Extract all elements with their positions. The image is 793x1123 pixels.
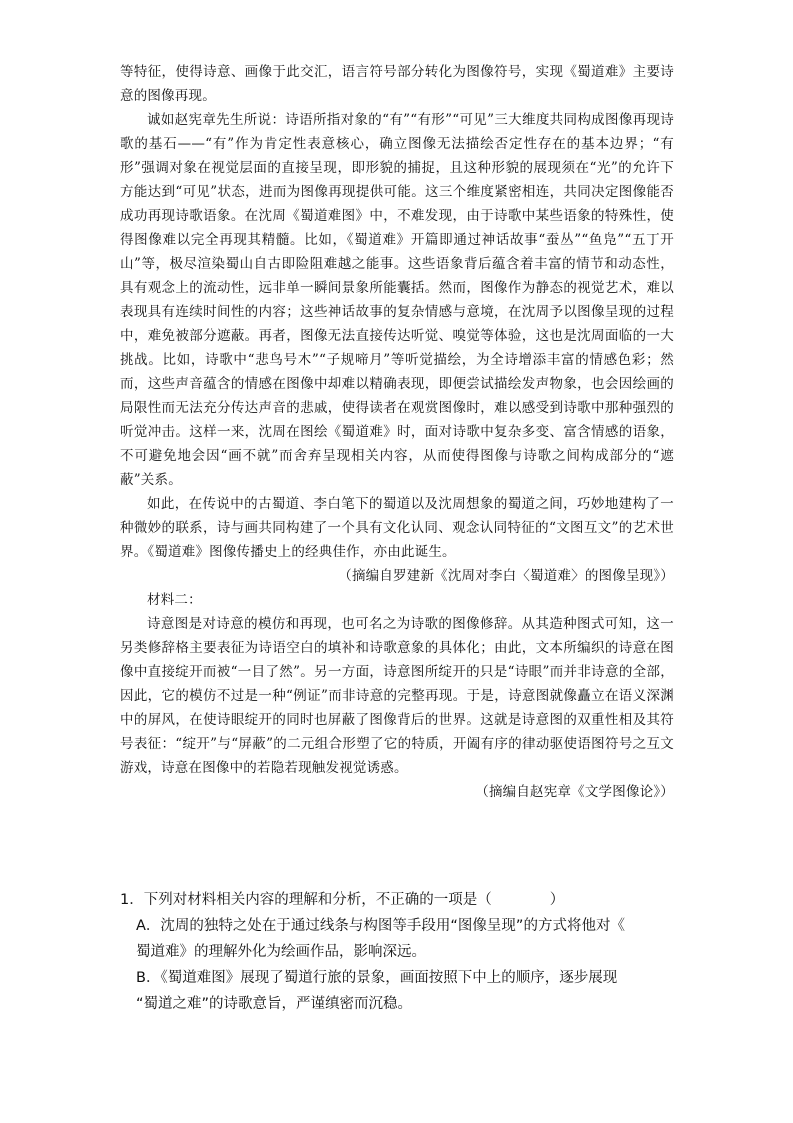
- option-b-continued: “蜀道之难”的诗歌意旨，严谨缜密而沉稳。: [136, 996, 413, 1012]
- option-b-line-1: B．《蜀道难图》展现了蜀道行旅的景象，画面按照下中上的顺序，逐步展现: [136, 970, 618, 986]
- material-text: [120, 60, 674, 804]
- option-a[interactable]: [120, 913, 680, 939]
- source-citation-1: （摘编自罗建新《沈周对李白〈蜀道难〉的图像呈现》）: [338, 568, 674, 584]
- paragraph-conclusion: 如此，在传说中的古蜀道、李白笔下的蜀道以及沈周想象的蜀道之间，巧妙地建构了一种微妙的联系，诗与画共同构建了一个具有文化认同、观念认同特征的“文图互文”的艺术世界。《蜀道难》图像传播史上的经典佳作，亦由此诞生。: [120, 496, 674, 560]
- source-citation-2: （摘编自赵宪章《文学图像论》）: [475, 784, 674, 800]
- option-a-line-1: A．沈周的独特之处在于通过线条与构图等手段用“图像呈现”的方式将他对《: [136, 918, 625, 934]
- question-1: [120, 887, 680, 1017]
- paragraph-material-2: 诗意图是对诗意的模仿和再现，也可名之为诗歌的图像修辞。从其造种图式可知，这一另类修辞格主要表征为诗语空白的填补和诗歌意象的具体化；由此，文本所编织的诗意在图像中直接绽开而被“一目了然”。另一方面，诗意图所绽开的只是“诗眼”而并非诗意的全部，因此，它的模仿不过是一种“例证”而非诗意的完整再现。于是，诗意图就像矗立在语义深渊中的屏风，在使诗眼绽开的同时也屏蔽了图像背后的世界。这就是诗意图的双重性相及其符号表征：“绽开”与“屏蔽”的二元组合形塑了它的特质，开阖有序的律动驱使语图符号之互文游戏，诗意在图像中的若隐若现触发视觉诱惑。: [120, 616, 674, 776]
- paragraph-continuation: 等特征，使得诗意、画像于此交汇，语言符号部分转化为图像符号，实现《蜀道难》主要诗意的图像再现。: [120, 64, 674, 104]
- material-2-heading: 材料二：: [147, 592, 202, 608]
- option-b[interactable]: [120, 965, 680, 991]
- paragraph-zhao-theory: 诚如赵宪章先生所说：诗语所指对象的“有”“有形”“可见”三大维度共同构成图像再现诗歌的基石——“有”作为肯定性表意核心，确立图像无法描绘否定性存在的基本边界；“有形”强调对象在视觉层面的直接呈现，即形貌的捕捉，且这种形貌的展现须在“光”的允许下方能达到“可见”状态，进而为图像再现提供可能。这三个维度紧密相连，共同决定图像能否成功再现诗歌语象。在沈周《蜀道难图》中，不难发现，由于诗歌中某些语象的特殊性，使得图像难以完全再现其精髓。比如，《蜀道难》开篇即通过神话故事“蚕丛”“鱼凫”“五丁开山”等，极尽渲染蜀山自古即险阻难越之能事。这些语象背后蕴含着丰富的情节和动态性，具有观念上的流动性，远非单一瞬间景象所能囊括。然而，图像作为静态的视觉艺术，难以表现具有连续时间性的内容；这些神话故事的复杂情感与意境，在沈周予以图像呈现的过程中，难免被部分遮蔽。再者，图像无法直接传达听觉、嗅觉等体验，这也是沈周面临的一大挑战。比如，诗歌中“悲鸟号木”“子规啼月”等听觉描绘，为全诗增添丰富的情感色彩；然而，这些声音蕴含的情感在图像中却难以精确表现，即便尝试描绘发声物象，也会因绘画的局限性而无法充分传达声音的悲戚，使得读者在观赏图像时，难以感受到诗歌中那种强烈的听觉冲击。这样一来，沈周在图绘《蜀道难》时，面对诗歌中复杂多变、富含情感的语象，不可避免地会因“画不就”而舍弃呈现相关内容，从而使得图像与诗歌之间构成部分的“遮蔽”关系。: [120, 112, 674, 488]
- option-a-continued: 蜀道难》的理解外化为绘画作品，影响深远。: [136, 944, 426, 960]
- question-stem: 1．下列对材料相关内容的理解和分析，不正确的一项是（ ）: [120, 892, 565, 908]
